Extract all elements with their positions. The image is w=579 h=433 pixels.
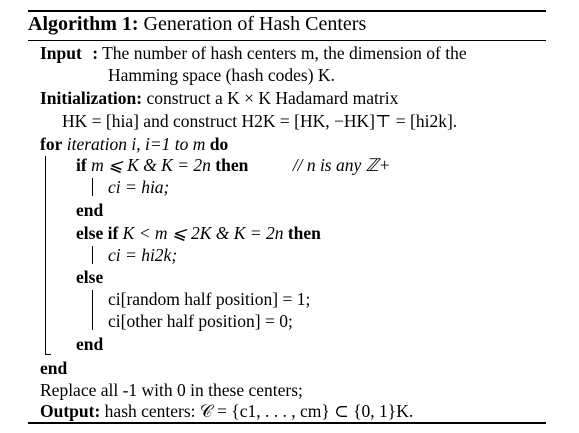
init-text-1: construct a K × K Hadamard matrix	[146, 88, 399, 108]
if-keyword: if	[76, 155, 87, 175]
elseif-keyword: else if	[76, 223, 119, 243]
init-line	[40, 87, 398, 109]
then-keyword-2: then	[287, 223, 321, 243]
for-block-bar	[45, 156, 46, 354]
end-for-keyword: end	[40, 358, 68, 378]
input-text-2: Hamming space (hash codes) K.	[108, 65, 335, 85]
for-line	[40, 133, 228, 155]
init-label: Initialization:	[40, 88, 143, 108]
assign-3: ci[random half position] = 1;	[108, 289, 311, 309]
caption-title: Generation of Hash Centers	[143, 13, 367, 35]
output-text: hash centers: 𝒞 = {c1, . . . , cm} ⊂ {0, 1}K.	[104, 401, 414, 421]
elseif-line	[76, 222, 321, 244]
output-label: Output:	[40, 401, 101, 421]
end-if-keyword: end	[76, 200, 104, 220]
bottom-rule	[28, 422, 546, 424]
input-line	[40, 42, 467, 64]
input-colon: :	[92, 43, 99, 63]
replace-line: Replace all -1 with 0 in these centers;	[40, 380, 303, 400]
input-text-1: The number of hash centers m, the dimension of the	[102, 43, 467, 63]
end-else-keyword: end	[76, 334, 104, 354]
elseif-block-bar	[92, 246, 93, 264]
if-condition: m ⩽ K & K = 2n	[91, 155, 211, 175]
comment: // n is any ℤ+	[292, 155, 391, 175]
for-text: iteration i, i=1 to m	[66, 134, 206, 154]
caption-label: Algorithm 1:	[28, 13, 139, 35]
assign-1: ci = hia;	[108, 177, 170, 197]
for-keyword: for	[40, 134, 63, 154]
for-block-hook	[45, 354, 51, 355]
input-label: Input	[40, 43, 82, 63]
else-block-bar	[92, 290, 93, 330]
output-line	[40, 400, 413, 422]
do-keyword: do	[209, 134, 229, 154]
else-keyword: else	[76, 267, 104, 287]
elseif-condition: K < m ⩽ 2K & K = 2n	[122, 223, 284, 243]
algorithm-caption	[28, 11, 366, 37]
then-keyword: then	[215, 155, 249, 175]
if-line	[76, 154, 390, 176]
if-block-bar	[92, 178, 93, 196]
assign-2: ci = hi2k;	[108, 245, 178, 265]
caption-rule	[28, 40, 546, 41]
init-text-2: HK = [hia] and construct H2K = [HK, −HK]⊤ = [hi2k].	[62, 111, 458, 131]
assign-4: ci[other half position] = 0;	[108, 311, 293, 331]
